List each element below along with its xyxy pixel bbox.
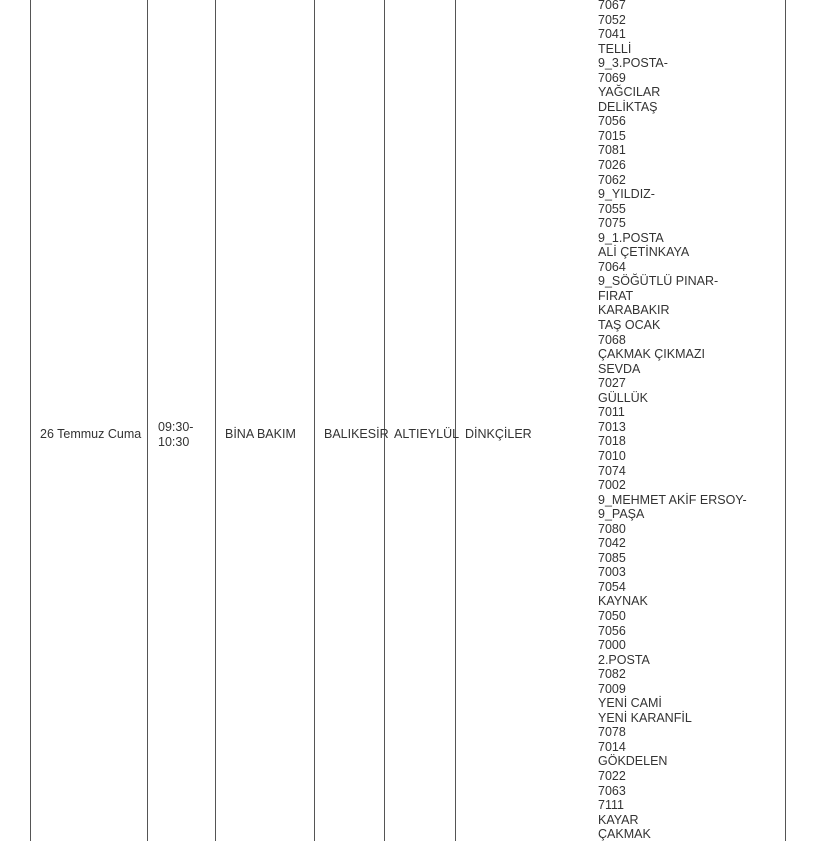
street-item: FIRAT xyxy=(598,288,634,303)
street-item: 7082 xyxy=(598,667,626,682)
street-item: 7080 xyxy=(598,521,626,536)
column-divider xyxy=(384,0,385,841)
column-divider xyxy=(215,0,216,841)
street-item: 7011 xyxy=(598,405,625,420)
street-item: GÖKDELEN xyxy=(598,754,668,769)
street-item: 7000 xyxy=(598,638,626,653)
street-item: 7085 xyxy=(598,550,626,565)
street-item: 9_SÖĞÜTLÜ PINAR- xyxy=(598,274,719,289)
street-item: 7064 xyxy=(598,259,626,274)
street-item: 2.POSTA xyxy=(598,652,650,667)
street-item: TAŞ OCAK xyxy=(598,318,661,333)
street-item: 7074 xyxy=(598,463,626,478)
city-cell: BALIKESİR xyxy=(324,427,389,441)
street-item: 7010 xyxy=(598,448,626,463)
street-item: 9_YILDIZ- xyxy=(598,187,655,202)
street-item: 9_PAŞA xyxy=(598,507,645,522)
street-item: 7069 xyxy=(598,70,626,85)
neighborhood-cell: DİNKÇİLER xyxy=(465,427,532,441)
outage-table xyxy=(30,0,786,841)
street-item: 7055 xyxy=(598,201,626,216)
street-item: 7014 xyxy=(598,739,626,754)
street-item: 7015 xyxy=(598,128,626,143)
street-item: ÇAKMAK xyxy=(598,827,651,842)
street-item: 7013 xyxy=(598,419,626,434)
column-divider xyxy=(147,0,148,841)
street-item: ÇAKMAK ÇIKMAZI xyxy=(598,347,705,362)
street-item: 7062 xyxy=(598,172,626,187)
street-item: SEVDA xyxy=(598,361,641,376)
district-cell: ALTIEYLÜL xyxy=(394,427,460,441)
street-item: 7018 xyxy=(598,434,626,449)
date-cell: 26 Temmuz Cuma xyxy=(40,427,142,441)
street-item: 7056 xyxy=(598,114,626,129)
street-item: 7026 xyxy=(598,158,626,173)
street-item: YENİ KARANFİL xyxy=(598,710,692,725)
street-item: DELİKTAŞ xyxy=(598,99,658,114)
street-item: 7111 xyxy=(598,798,624,813)
street-item: ALİ ÇETİNKAYA xyxy=(598,245,690,260)
street-item: 7003 xyxy=(598,565,626,580)
street-item: 7063 xyxy=(598,783,626,798)
reason-cell: BİNA BAKIM xyxy=(225,427,296,441)
street-item: 9_1.POSTA xyxy=(598,230,664,245)
street-item: 7009 xyxy=(598,681,626,696)
column-divider xyxy=(314,0,315,841)
street-item: 7050 xyxy=(598,608,626,623)
street-item: TELLİ xyxy=(598,41,632,56)
time-start: 09:30- xyxy=(158,420,194,434)
street-item: 7052 xyxy=(598,12,626,27)
street-item: 7056 xyxy=(598,623,626,638)
street-item: 7078 xyxy=(598,725,626,740)
street-item: 7027 xyxy=(598,376,626,391)
time-cell xyxy=(158,420,193,449)
street-item: 9_MEHMET AKİF ERSOY- xyxy=(598,492,747,507)
street-item: 7068 xyxy=(598,332,626,347)
street-list xyxy=(598,0,747,842)
street-item: 7002 xyxy=(598,478,626,493)
street-item: KAYNAK xyxy=(598,594,648,609)
street-item: 7042 xyxy=(598,536,626,551)
street-item: 7022 xyxy=(598,768,626,783)
column-divider xyxy=(455,0,456,841)
street-item: 9_3.POSTA- xyxy=(598,56,668,71)
street-item: 7041 xyxy=(598,27,626,42)
street-item: KARABAKIR xyxy=(598,303,670,318)
street-item: YAĞCILAR xyxy=(598,85,661,100)
street-item: 7067 xyxy=(598,0,626,12)
street-item: 7075 xyxy=(598,216,626,231)
street-item: KAYAR xyxy=(598,812,639,827)
street-item: 7054 xyxy=(598,579,626,594)
time-end: 10:30 xyxy=(158,434,190,449)
street-item: YENİ CAMİ xyxy=(598,696,662,711)
street-item: GÜLLÜK xyxy=(598,390,649,405)
street-item: 7081 xyxy=(598,143,626,158)
